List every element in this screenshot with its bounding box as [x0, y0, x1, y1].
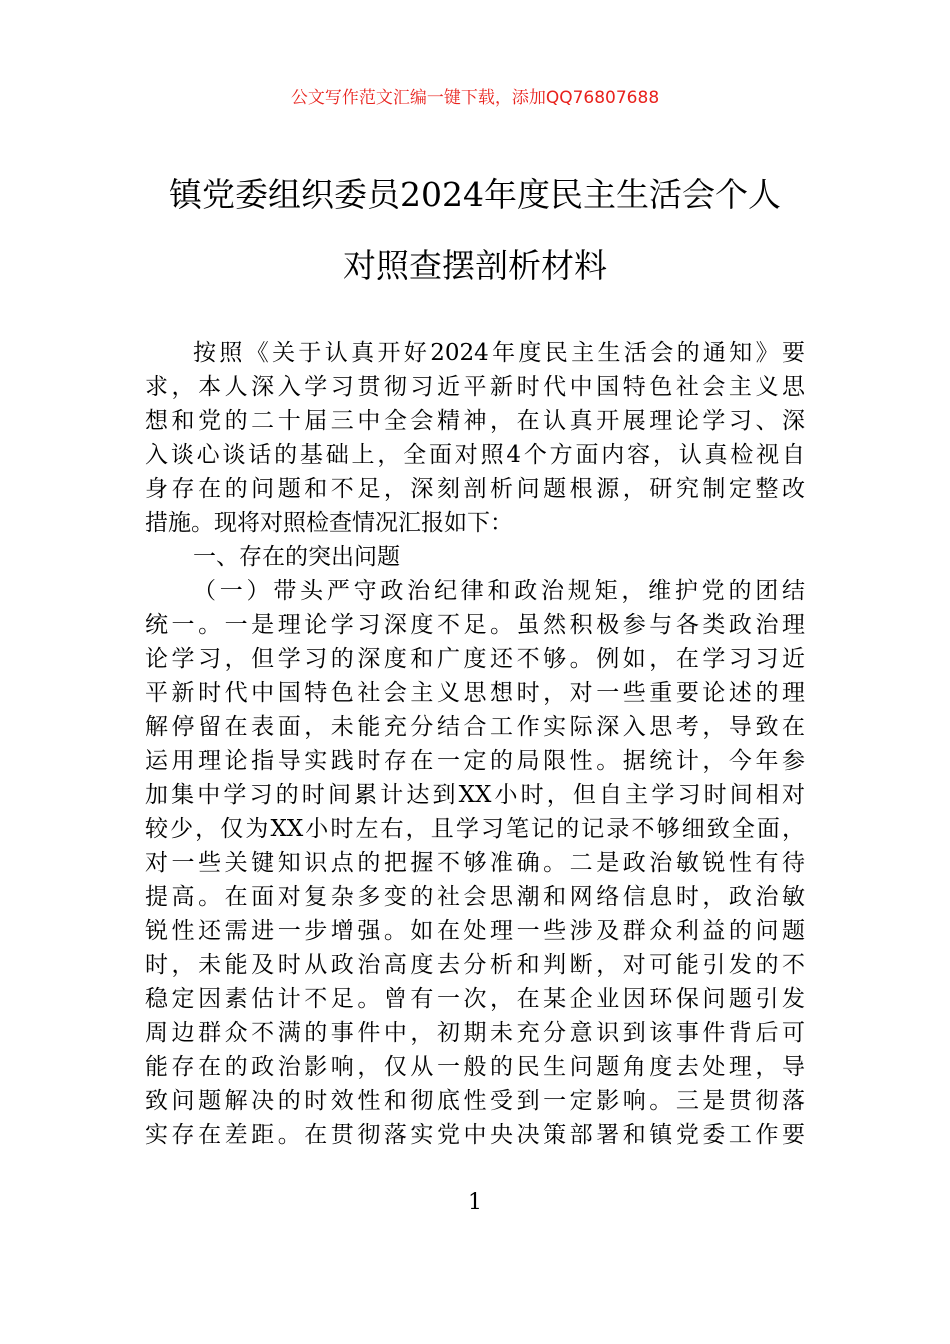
body-line: 求，本人深入学习贯彻习近平新时代中国特色社会主义思	[145, 374, 805, 400]
body-line: 按照《关于认真开好2024年度民主生活会的通知》要	[193, 340, 805, 366]
body-line: 周边群众不满的事件中，初期未充分意识到该事件背后可	[145, 1020, 805, 1046]
body-line: 时，未能及时从政治高度去分析和判断，对可能引发的不	[145, 952, 805, 978]
body-line: 较少，仅为XX小时左右，且学习笔记的记录不够细致全面，	[145, 816, 805, 842]
page-number: 1	[468, 1190, 482, 1215]
body-line: 能存在的政治影响，仅从一般的民生问题角度去处理，导	[145, 1054, 805, 1080]
body-line: 致问题解决的时效性和彻底性受到一定影响。三是贯彻落	[145, 1088, 805, 1114]
body-line: 稳定因素估计不足。曾有一次，在某企业因环保问题引发	[145, 986, 805, 1012]
document-body	[145, 336, 805, 1152]
body-line: 入谈心谈话的基础上，全面对照4个方面内容，认真检视自	[145, 442, 805, 468]
body-line: 提高。在面对复杂多变的社会思潮和网络信息时，政治敏	[145, 884, 805, 910]
document-title-line-2: 对照查摆剖析材料	[343, 246, 607, 285]
body-line: 锐性还需进一步增强。如在处理一些涉及群众利益的问题	[145, 918, 805, 944]
body-line: （一）带头严守政治纪律和政治规矩，维护党的团结	[193, 578, 805, 604]
body-line: 解停留在表面，未能充分结合工作实际深入思考，导致在	[145, 714, 805, 740]
body-line: 平新时代中国特色社会主义思想时，对一些重要论述的理	[145, 680, 805, 706]
body-line: 身存在的问题和不足，深刻剖析问题根源，研究制定整改	[145, 476, 805, 502]
body-line: 论学习，但学习的深度和广度还不够。例如，在学习习近	[145, 646, 805, 672]
body-line: 对一些关键知识点的把握不够准确。二是政治敏锐性有待	[145, 850, 805, 876]
body-line: 统一。一是理论学习深度不足。虽然积极参与各类政治理	[145, 612, 805, 638]
body-line: 想和党的二十届三中全会精神，在认真开展理论学习、深	[145, 408, 805, 434]
document-title-line-1: 镇党委组织委员2024年度民主生活会个人	[169, 175, 781, 214]
body-line: 加集中学习的时间累计达到XX小时，但自主学习时间相对	[145, 782, 805, 808]
body-line: 措施。现将对照检查情况汇报如下：	[145, 510, 513, 536]
watermark-text: 公文写作范文汇编一键下载，添加QQ76807688	[290, 88, 660, 108]
body-line: 运用理论指导实践时存在一定的局限性。据统计，今年参	[145, 748, 805, 774]
body-line: 实存在差距。在贯彻落实党中央决策部署和镇党委工作要	[145, 1122, 805, 1148]
section-heading: 一、存在的突出问题	[193, 544, 400, 570]
